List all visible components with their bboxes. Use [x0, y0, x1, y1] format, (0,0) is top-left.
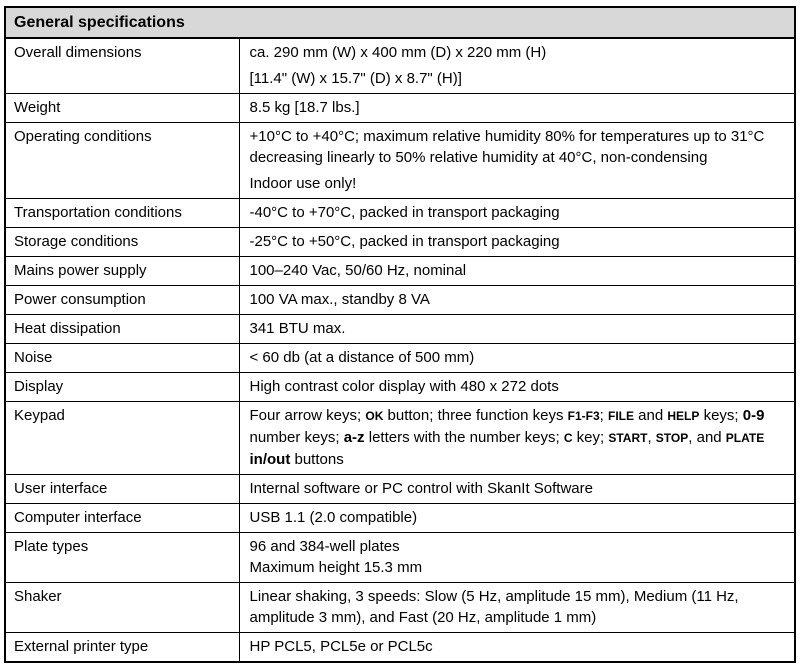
spec-label-cell: Display — [5, 373, 239, 402]
spec-value-cell — [239, 38, 795, 94]
table-row — [5, 402, 795, 475]
plain-text: key; — [572, 429, 609, 446]
table-row — [5, 373, 795, 402]
spec-value-line: -25°C to +50°C, packed in transport packaging — [249, 233, 560, 250]
key-name-text: 0-9 — [742, 407, 765, 424]
plain-text: letters with the number keys; — [364, 429, 564, 446]
spec-label-cell: Plate types — [5, 533, 239, 583]
table-row — [5, 533, 795, 583]
table-row — [5, 228, 795, 257]
spec-value-line: Internal software or PC control with SkanIt Software — [249, 480, 593, 497]
plain-text: keys; — [699, 407, 743, 424]
spec-value-cell — [239, 257, 795, 286]
spec-value-line: High contrast color display with 480 x 272 dots — [249, 378, 559, 395]
plain-text: Four arrow keys; — [249, 407, 366, 424]
spec-label-cell: User interface — [5, 475, 239, 504]
spec-value-line: USB 1.1 (2.0 compatible) — [249, 509, 418, 526]
spec-label-cell: Overall dimensions — [5, 38, 239, 94]
spec-value-cell — [239, 94, 795, 123]
spec-value-line: ca. 290 mm (W) x 400 mm (D) x 220 mm (H) — [249, 44, 547, 61]
spec-value-cell — [239, 373, 795, 402]
key-name-text: STOP — [655, 431, 689, 445]
spec-value-line: -40°C to +70°C, packed in transport packaging — [249, 204, 560, 221]
table-row — [5, 123, 795, 199]
spec-value-cell — [239, 583, 795, 633]
key-name-text: F1-F3 — [567, 409, 600, 423]
spec-label-cell: Operating conditions — [5, 123, 239, 199]
spec-value-line: [11.4" (W) x 15.7" (D) x 8.7" (H)] — [249, 70, 462, 87]
spec-label-cell: Mains power supply — [5, 257, 239, 286]
spec-value-line: Linear shaking, 3 speeds: Slow (5 Hz, amplitude 15 mm), Medium (11 Hz, amplitude 3 mm), and Fast (20 Hz, amplitude 1 mm) — [249, 588, 739, 626]
key-name-text: in/out — [249, 451, 291, 468]
key-name-text: OK — [365, 409, 384, 423]
key-name-text: START — [608, 431, 648, 445]
table-title: General specifications — [5, 7, 795, 38]
spec-value-line: 100–240 Vac, 50/60 Hz, nominal — [249, 262, 467, 279]
spec-label-cell: Keypad — [5, 402, 239, 475]
spec-value-line: 8.5 kg [18.7 lbs.] — [249, 99, 360, 116]
table-row — [5, 475, 795, 504]
spec-label-cell: Power consumption — [5, 286, 239, 315]
spec-label-cell: Transportation conditions — [5, 199, 239, 228]
plain-text: button; three function keys — [383, 407, 568, 424]
plain-text: , — [647, 429, 656, 446]
spec-value-line: HP PCL5, PCL5e or PCL5c — [249, 638, 433, 655]
key-name-text: FILE — [608, 409, 635, 423]
plain-text: , and — [688, 429, 726, 446]
table-row — [5, 199, 795, 228]
key-name-text: PLATE — [725, 431, 765, 445]
general-specifications-table — [4, 6, 796, 663]
table-row — [5, 583, 795, 633]
table-head — [5, 7, 795, 38]
spec-value-line: Indoor use only! — [249, 175, 357, 192]
spec-label-cell: Weight — [5, 94, 239, 123]
spec-value-cell — [239, 228, 795, 257]
spec-value-line: 100 VA max., standby 8 VA — [249, 291, 430, 308]
spec-label-cell: Computer interface — [5, 504, 239, 533]
spec-value-cell — [239, 315, 795, 344]
spec-label-cell: Storage conditions — [5, 228, 239, 257]
spec-value-cell — [239, 533, 795, 583]
spec-value-cell — [239, 475, 795, 504]
key-name-text: C — [563, 431, 573, 445]
table-header-row — [5, 7, 795, 38]
spec-value-cell — [239, 123, 795, 199]
spec-label-cell: Heat dissipation — [5, 315, 239, 344]
table-row — [5, 504, 795, 533]
spec-label-cell: Noise — [5, 344, 239, 373]
table-body — [5, 38, 795, 662]
spec-value-line: 96 and 384-well plates — [249, 538, 400, 555]
table-row — [5, 257, 795, 286]
spec-value-cell — [239, 199, 795, 228]
plain-text: ; — [599, 407, 609, 424]
key-name-text: a-z — [343, 429, 365, 446]
key-name-text: HELP — [667, 409, 700, 423]
table-row — [5, 38, 795, 94]
spec-label-cell: Shaker — [5, 583, 239, 633]
plain-text: buttons — [290, 451, 344, 468]
spec-value-line: +10°C to +40°C; maximum relative humidity 80% for temperatures up to 31°C decreasing linearly to 50% relative humidity at 40°C, non-condensing — [249, 128, 765, 166]
table-row — [5, 344, 795, 373]
spec-value-line — [250, 405, 787, 470]
spec-value-cell — [239, 344, 795, 373]
spec-value-cell — [239, 286, 795, 315]
spec-value-line: 341 BTU max. — [249, 320, 346, 337]
spec-label-cell: External printer type — [5, 633, 239, 663]
plain-text: and — [634, 407, 668, 424]
table-row — [5, 286, 795, 315]
spec-value-cell — [239, 402, 795, 475]
spec-value-cell — [239, 504, 795, 533]
spec-value-line: Maximum height 15.3 mm — [249, 559, 423, 576]
plain-text: number keys; — [249, 429, 344, 446]
table-row — [5, 315, 795, 344]
table-row — [5, 94, 795, 123]
spec-value-line: < 60 db (at a distance of 500 mm) — [249, 349, 475, 366]
